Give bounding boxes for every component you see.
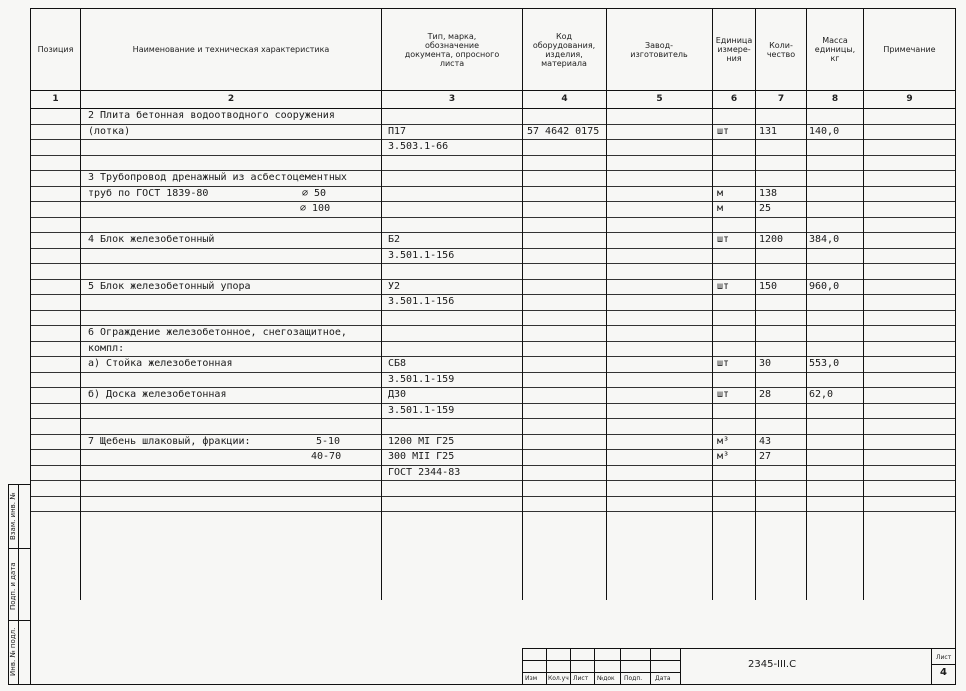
row-line	[30, 108, 956, 109]
row-line	[30, 217, 956, 218]
sheet-label: Лист	[936, 654, 952, 661]
row-20-type: 3.501.1-159	[388, 405, 455, 416]
row-3-type: 3.503.1-66	[388, 141, 449, 152]
side-label-replace: Взам. инв. №	[9, 492, 17, 540]
row-17-unit: шт	[717, 358, 730, 369]
row-19-name: б) Доска железобетонная	[88, 389, 227, 400]
row-line	[30, 294, 956, 295]
row-16-name: компл:	[88, 343, 125, 354]
header-type: Тип, марка, обозначение документа, опросного листа	[404, 31, 500, 68]
column-number: 8	[831, 94, 839, 104]
row-9-type: Б2	[388, 234, 401, 245]
row-19-type: Д30	[388, 389, 407, 400]
row-line	[30, 418, 956, 419]
column-number: 5	[656, 94, 663, 104]
row-6-name: труб по ГОСТ 1839-80	[88, 188, 209, 199]
tb-col-kolych: Кол.уч	[548, 675, 569, 682]
row-13-type: 3.501.1-156	[388, 296, 455, 307]
row-19-qty: 28	[759, 389, 772, 400]
row-2-type: П17	[388, 126, 407, 137]
row-18-type: 3.501.1-159	[388, 374, 455, 385]
side-label-sign-date: Подп. и дата	[9, 562, 17, 610]
row-2-unit: шт	[717, 126, 730, 137]
row-line	[30, 387, 956, 388]
row-22-name2: 5-10	[316, 436, 341, 447]
column-number: 1	[52, 94, 59, 104]
row-line	[30, 356, 956, 357]
tb-col-list: Лист	[573, 675, 589, 682]
row-12-qty: 150	[759, 281, 778, 292]
row-12-mass: 960,0	[809, 281, 840, 292]
column-number: 4	[561, 94, 568, 104]
row-22-name: 7 Щебень шлаковый, фракции:	[88, 436, 251, 447]
column-number: 6	[730, 94, 738, 104]
sheet-number: 4	[940, 667, 947, 678]
row-9-mass: 384,0	[809, 234, 840, 245]
row-9-qty: 1200	[759, 234, 784, 245]
row-12-name: 5 Блок железобетонный упора	[88, 281, 251, 292]
tb-col-ndok: №док	[597, 675, 615, 682]
row-9-unit: шт	[717, 234, 730, 245]
header-quantity: Коли-чество	[766, 40, 796, 59]
row-2-mass: 140,0	[809, 126, 840, 137]
column-number: 9	[906, 94, 913, 104]
row-line	[30, 124, 956, 125]
row-line	[30, 480, 956, 481]
row-2-qty: 131	[759, 126, 778, 137]
row-1-name: 2 Плита бетонная водоотводного сооружения	[88, 110, 335, 121]
side-label-inventory: Инв. № подл.	[9, 627, 17, 676]
row-7-qty: 25	[759, 203, 772, 214]
row-22-unit: м³	[717, 436, 730, 447]
tb-col-data: Дата	[655, 675, 671, 682]
header-code: Код оборудования, изделия, материала	[532, 31, 596, 68]
row-line	[30, 372, 956, 373]
row-line	[30, 201, 956, 202]
row-5-name: 3 Трубопровод дренажный из асбестоцементных	[88, 172, 347, 183]
column-number: 3	[448, 94, 456, 104]
row-7-name2: ⌀ 100	[300, 203, 331, 214]
row-line	[30, 403, 956, 404]
column-number: 7	[777, 94, 785, 104]
row-24-type: ГОСТ 2344-83	[388, 467, 461, 478]
row-line	[30, 496, 956, 497]
document-code: 2345-III.С	[748, 659, 797, 670]
row-line	[30, 279, 956, 280]
row-17-name: а) Стойка железобетонная	[88, 358, 233, 369]
row-line	[30, 155, 956, 156]
row-line	[30, 310, 956, 311]
row-12-unit: шт	[717, 281, 730, 292]
row-10-type: 3.501.1-156	[388, 250, 455, 261]
row-2-name: (лотка)	[88, 126, 131, 137]
row-line	[30, 434, 956, 435]
row-line	[30, 186, 956, 187]
tb-col-podp: Подп.	[624, 675, 643, 682]
row-19-mass: 62,0	[809, 389, 834, 400]
row-line	[30, 170, 956, 171]
row-line	[30, 341, 956, 342]
row-19-unit: шт	[717, 389, 730, 400]
header-note: Примечание	[883, 45, 936, 54]
row-17-type: СБ8	[388, 358, 407, 369]
row-12-type: У2	[388, 281, 401, 292]
row-line	[30, 511, 956, 512]
row-23-type: 300 МII Г25	[388, 451, 455, 462]
row-22-qty: 43	[759, 436, 772, 447]
row-line	[30, 232, 956, 233]
header-position: Позиция	[37, 45, 74, 54]
row-6-name2: ⌀ 50	[302, 188, 327, 199]
row-22-type: 1200 МI Г25	[388, 436, 455, 447]
header-unit: Единица измере-ния	[715, 36, 753, 63]
row-line	[30, 139, 956, 140]
row-line	[30, 449, 956, 450]
row-9-name: 4 Блок железобетонный	[88, 234, 215, 245]
row-2-code: 57 4642 0175	[527, 126, 600, 137]
row-23-unit: м³	[717, 451, 730, 462]
row-23-qty: 27	[759, 451, 772, 462]
row-23-name2: 40-70	[311, 451, 342, 462]
row-15-name: 6 Ограждение железобетонное, снегозащитное,	[88, 327, 347, 338]
header-manufacturer: Завод-изготовитель	[630, 40, 688, 59]
row-6-unit: м	[717, 188, 724, 199]
row-line	[30, 325, 956, 326]
row-line	[30, 248, 956, 249]
header-mass: Масса единицы, кг	[814, 36, 856, 63]
row-line	[30, 263, 956, 264]
header-name: Наименование и техническая характеристика	[132, 45, 330, 54]
column-number: 2	[227, 94, 235, 104]
row-17-mass: 553,0	[809, 358, 840, 369]
row-6-qty: 138	[759, 188, 778, 199]
row-line	[30, 465, 956, 466]
row-7-unit: м	[717, 203, 724, 214]
row-17-qty: 30	[759, 358, 772, 369]
tb-col-izm: Изм	[525, 675, 538, 682]
